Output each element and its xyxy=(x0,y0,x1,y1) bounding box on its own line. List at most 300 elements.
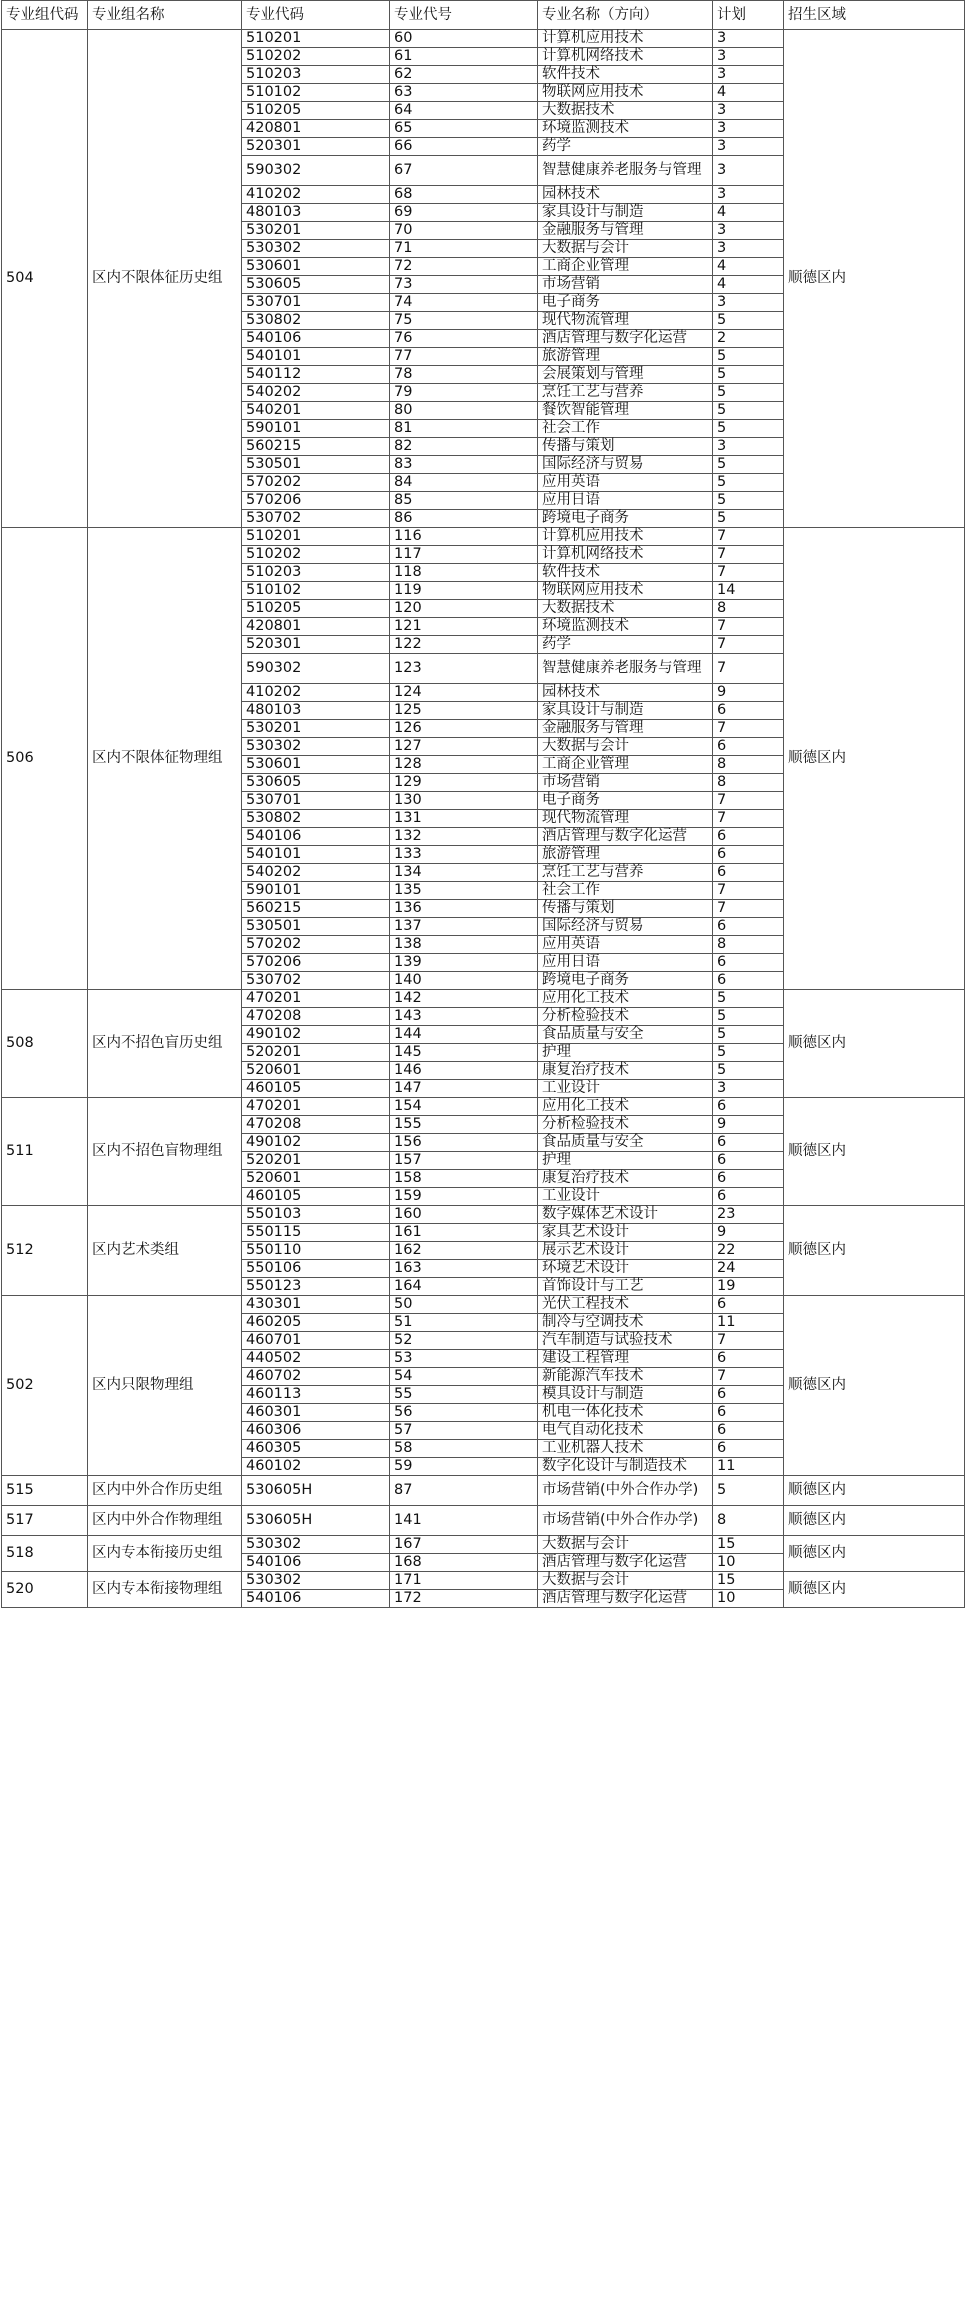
major-number-cell: 118 xyxy=(390,564,538,582)
plan-cell: 8 xyxy=(713,1506,784,1536)
major-code-cell: 510202 xyxy=(242,546,390,564)
major-number-cell: 78 xyxy=(390,366,538,384)
major-name-cell: 跨境电子商务 xyxy=(538,510,713,528)
major-number-cell: 144 xyxy=(390,1026,538,1044)
plan-cell: 3 xyxy=(713,138,784,156)
plan-cell: 7 xyxy=(713,546,784,564)
major-code-cell: 440502 xyxy=(242,1350,390,1368)
major-number-cell: 128 xyxy=(390,756,538,774)
major-code-cell: 510203 xyxy=(242,66,390,84)
major-code-cell: 530605 xyxy=(242,276,390,294)
major-name-cell: 跨境电子商务 xyxy=(538,972,713,990)
major-number-cell: 168 xyxy=(390,1554,538,1572)
plan-cell: 3 xyxy=(713,186,784,204)
plan-cell: 7 xyxy=(713,618,784,636)
header-major-code: 专业代码 xyxy=(242,1,390,30)
plan-cell: 5 xyxy=(713,420,784,438)
major-code-cell: 590101 xyxy=(242,882,390,900)
major-name-cell: 分析检验技术 xyxy=(538,1008,713,1026)
major-number-cell: 73 xyxy=(390,276,538,294)
major-number-cell: 134 xyxy=(390,864,538,882)
major-name-cell: 园林技术 xyxy=(538,684,713,702)
major-name-cell: 电气自动化技术 xyxy=(538,1422,713,1440)
major-code-cell: 410202 xyxy=(242,186,390,204)
major-code-cell: 510201 xyxy=(242,528,390,546)
major-number-cell: 157 xyxy=(390,1152,538,1170)
plan-cell: 4 xyxy=(713,84,784,102)
major-code-cell: 550103 xyxy=(242,1206,390,1224)
major-name-cell: 市场营销 xyxy=(538,774,713,792)
major-code-cell: 540106 xyxy=(242,828,390,846)
plan-cell: 5 xyxy=(713,1062,784,1080)
major-code-cell: 530702 xyxy=(242,972,390,990)
plan-cell: 6 xyxy=(713,1170,784,1188)
major-name-cell: 市场营销(中外合作办学) xyxy=(538,1506,713,1536)
major-code-cell: 540112 xyxy=(242,366,390,384)
plan-cell: 19 xyxy=(713,1278,784,1296)
major-code-cell: 560215 xyxy=(242,900,390,918)
major-code-cell: 540106 xyxy=(242,1554,390,1572)
major-name-cell: 烹饪工艺与营养 xyxy=(538,864,713,882)
major-code-cell: 530501 xyxy=(242,918,390,936)
plan-cell: 3 xyxy=(713,48,784,66)
table-row xyxy=(2,1296,965,1314)
major-code-cell: 510202 xyxy=(242,48,390,66)
major-code-cell: 590302 xyxy=(242,654,390,684)
major-code-cell: 470201 xyxy=(242,1098,390,1116)
plan-cell: 23 xyxy=(713,1206,784,1224)
major-code-cell: 530802 xyxy=(242,810,390,828)
major-code-cell: 520201 xyxy=(242,1044,390,1062)
major-number-cell: 55 xyxy=(390,1386,538,1404)
major-name-cell: 软件技术 xyxy=(538,564,713,582)
major-name-cell: 计算机网络技术 xyxy=(538,546,713,564)
major-name-cell: 市场营销(中外合作办学) xyxy=(538,1476,713,1506)
plan-cell: 4 xyxy=(713,276,784,294)
major-number-cell: 132 xyxy=(390,828,538,846)
major-code-cell: 460702 xyxy=(242,1368,390,1386)
major-name-cell: 应用英语 xyxy=(538,474,713,492)
major-code-cell: 530302 xyxy=(242,1536,390,1554)
major-code-cell: 490102 xyxy=(242,1134,390,1152)
major-code-cell: 510102 xyxy=(242,582,390,600)
major-name-cell: 市场营销 xyxy=(538,276,713,294)
major-number-cell: 87 xyxy=(390,1476,538,1506)
major-name-cell: 餐饮智能管理 xyxy=(538,402,713,420)
major-name-cell: 金融服务与管理 xyxy=(538,222,713,240)
major-code-cell: 460306 xyxy=(242,1422,390,1440)
plan-cell: 14 xyxy=(713,582,784,600)
major-number-cell: 143 xyxy=(390,1008,538,1026)
plan-cell: 6 xyxy=(713,954,784,972)
plan-cell: 7 xyxy=(713,720,784,738)
plan-cell: 3 xyxy=(713,438,784,456)
major-code-cell: 570206 xyxy=(242,954,390,972)
major-number-cell: 54 xyxy=(390,1368,538,1386)
major-code-cell: 550123 xyxy=(242,1278,390,1296)
major-name-cell: 酒店管理与数字化运营 xyxy=(538,1590,713,1608)
major-number-cell: 61 xyxy=(390,48,538,66)
header-major-name: 专业名称（方向） xyxy=(538,1,713,30)
plan-cell: 3 xyxy=(713,30,784,48)
group-name-cell: 区内中外合作物理组 xyxy=(88,1506,242,1536)
major-code-cell: 540201 xyxy=(242,402,390,420)
plan-cell: 24 xyxy=(713,1260,784,1278)
plan-cell: 6 xyxy=(713,828,784,846)
major-number-cell: 84 xyxy=(390,474,538,492)
major-name-cell: 工业设计 xyxy=(538,1188,713,1206)
plan-cell: 6 xyxy=(713,1404,784,1422)
major-number-cell: 164 xyxy=(390,1278,538,1296)
plan-cell: 5 xyxy=(713,384,784,402)
major-code-cell: 530501 xyxy=(242,456,390,474)
region-cell: 顺德区内 xyxy=(784,1536,965,1572)
major-number-cell: 126 xyxy=(390,720,538,738)
major-name-cell: 展示艺术设计 xyxy=(538,1242,713,1260)
major-name-cell: 应用日语 xyxy=(538,954,713,972)
major-number-cell: 142 xyxy=(390,990,538,1008)
major-name-cell: 大数据技术 xyxy=(538,102,713,120)
plan-cell: 3 xyxy=(713,240,784,258)
major-number-cell: 146 xyxy=(390,1062,538,1080)
major-code-cell: 460113 xyxy=(242,1386,390,1404)
region-cell: 顺德区内 xyxy=(784,990,965,1098)
major-number-cell: 156 xyxy=(390,1134,538,1152)
major-number-cell: 121 xyxy=(390,618,538,636)
plan-cell: 3 xyxy=(713,156,784,186)
major-name-cell: 应用化工技术 xyxy=(538,990,713,1008)
plan-cell: 6 xyxy=(713,1440,784,1458)
major-code-cell: 530701 xyxy=(242,792,390,810)
major-name-cell: 环境艺术设计 xyxy=(538,1260,713,1278)
major-code-cell: 530302 xyxy=(242,1572,390,1590)
plan-cell: 2 xyxy=(713,330,784,348)
header-plan: 计划 xyxy=(713,1,784,30)
major-number-cell: 119 xyxy=(390,582,538,600)
major-code-cell: 510205 xyxy=(242,102,390,120)
plan-cell: 7 xyxy=(713,1332,784,1350)
major-code-cell: 570202 xyxy=(242,936,390,954)
major-code-cell: 530605 xyxy=(242,774,390,792)
header-region: 招生区域 xyxy=(784,1,965,30)
plan-cell: 6 xyxy=(713,1296,784,1314)
major-number-cell: 58 xyxy=(390,1440,538,1458)
major-code-cell: 420801 xyxy=(242,120,390,138)
major-number-cell: 145 xyxy=(390,1044,538,1062)
major-name-cell: 旅游管理 xyxy=(538,348,713,366)
major-number-cell: 123 xyxy=(390,654,538,684)
plan-cell: 5 xyxy=(713,1026,784,1044)
plan-cell: 5 xyxy=(713,312,784,330)
major-number-cell: 154 xyxy=(390,1098,538,1116)
header-group-code: 专业组代码 xyxy=(2,1,88,30)
table-row xyxy=(2,1206,965,1224)
major-code-cell: 540101 xyxy=(242,348,390,366)
major-name-cell: 酒店管理与数字化运营 xyxy=(538,828,713,846)
plan-cell: 6 xyxy=(713,1152,784,1170)
major-name-cell: 应用日语 xyxy=(538,492,713,510)
major-number-cell: 129 xyxy=(390,774,538,792)
major-code-cell: 590101 xyxy=(242,420,390,438)
major-name-cell: 传播与策划 xyxy=(538,900,713,918)
major-code-cell: 470208 xyxy=(242,1008,390,1026)
major-number-cell: 64 xyxy=(390,102,538,120)
table-row xyxy=(2,1506,965,1536)
major-code-cell: 520301 xyxy=(242,138,390,156)
major-number-cell: 125 xyxy=(390,702,538,720)
major-name-cell: 分析检验技术 xyxy=(538,1116,713,1134)
major-name-cell: 电子商务 xyxy=(538,792,713,810)
major-name-cell: 首饰设计与工艺 xyxy=(538,1278,713,1296)
major-number-cell: 162 xyxy=(390,1242,538,1260)
major-name-cell: 大数据与会计 xyxy=(538,738,713,756)
major-name-cell: 药学 xyxy=(538,138,713,156)
major-number-cell: 147 xyxy=(390,1080,538,1098)
major-code-cell: 550106 xyxy=(242,1260,390,1278)
major-number-cell: 57 xyxy=(390,1422,538,1440)
enrollment-plan-table xyxy=(1,0,965,1608)
major-number-cell: 56 xyxy=(390,1404,538,1422)
major-number-cell: 72 xyxy=(390,258,538,276)
major-name-cell: 护理 xyxy=(538,1044,713,1062)
major-name-cell: 物联网应用技术 xyxy=(538,582,713,600)
major-code-cell: 530605H xyxy=(242,1476,390,1506)
major-name-cell: 计算机应用技术 xyxy=(538,528,713,546)
group-code-cell: 511 xyxy=(2,1098,88,1206)
table-row xyxy=(2,30,965,48)
plan-cell: 3 xyxy=(713,294,784,312)
group-code-cell: 508 xyxy=(2,990,88,1098)
plan-cell: 3 xyxy=(713,222,784,240)
major-number-cell: 135 xyxy=(390,882,538,900)
major-number-cell: 167 xyxy=(390,1536,538,1554)
plan-cell: 7 xyxy=(713,792,784,810)
major-name-cell: 光伏工程技术 xyxy=(538,1296,713,1314)
major-number-cell: 116 xyxy=(390,528,538,546)
plan-cell: 7 xyxy=(713,654,784,684)
major-code-cell: 510102 xyxy=(242,84,390,102)
major-number-cell: 117 xyxy=(390,546,538,564)
major-number-cell: 133 xyxy=(390,846,538,864)
major-code-cell: 520301 xyxy=(242,636,390,654)
header-row xyxy=(2,1,965,30)
major-number-cell: 86 xyxy=(390,510,538,528)
major-name-cell: 数字化设计与制造技术 xyxy=(538,1458,713,1476)
plan-cell: 11 xyxy=(713,1314,784,1332)
major-number-cell: 171 xyxy=(390,1572,538,1590)
plan-cell: 9 xyxy=(713,1116,784,1134)
major-name-cell: 电子商务 xyxy=(538,294,713,312)
major-code-cell: 510203 xyxy=(242,564,390,582)
major-code-cell: 480103 xyxy=(242,702,390,720)
group-code-cell: 506 xyxy=(2,528,88,990)
major-number-cell: 82 xyxy=(390,438,538,456)
major-code-cell: 480103 xyxy=(242,204,390,222)
major-name-cell: 机电一体化技术 xyxy=(538,1404,713,1422)
major-number-cell: 124 xyxy=(390,684,538,702)
major-number-cell: 66 xyxy=(390,138,538,156)
major-name-cell: 工业设计 xyxy=(538,1080,713,1098)
plan-cell: 3 xyxy=(713,120,784,138)
plan-cell: 6 xyxy=(713,972,784,990)
major-code-cell: 530201 xyxy=(242,720,390,738)
major-code-cell: 520601 xyxy=(242,1062,390,1080)
region-cell: 顺德区内 xyxy=(784,1098,965,1206)
header-group-name: 专业组名称 xyxy=(88,1,242,30)
major-name-cell: 环境监测技术 xyxy=(538,120,713,138)
major-name-cell: 园林技术 xyxy=(538,186,713,204)
major-name-cell: 物联网应用技术 xyxy=(538,84,713,102)
major-code-cell: 530201 xyxy=(242,222,390,240)
region-cell: 顺德区内 xyxy=(784,30,965,528)
major-code-cell: 550115 xyxy=(242,1224,390,1242)
major-name-cell: 智慧健康养老服务与管理 xyxy=(538,654,713,684)
major-number-cell: 139 xyxy=(390,954,538,972)
major-code-cell: 560215 xyxy=(242,438,390,456)
major-name-cell: 传播与策划 xyxy=(538,438,713,456)
major-number-cell: 53 xyxy=(390,1350,538,1368)
major-name-cell: 现代物流管理 xyxy=(538,312,713,330)
plan-cell: 7 xyxy=(713,528,784,546)
major-number-cell: 77 xyxy=(390,348,538,366)
major-name-cell: 大数据与会计 xyxy=(538,1572,713,1590)
major-name-cell: 数字媒体艺术设计 xyxy=(538,1206,713,1224)
major-name-cell: 软件技术 xyxy=(538,66,713,84)
plan-cell: 6 xyxy=(713,1386,784,1404)
major-code-cell: 530601 xyxy=(242,258,390,276)
plan-cell: 6 xyxy=(713,738,784,756)
major-number-cell: 63 xyxy=(390,84,538,102)
major-number-cell: 127 xyxy=(390,738,538,756)
plan-cell: 7 xyxy=(713,564,784,582)
major-number-cell: 59 xyxy=(390,1458,538,1476)
major-code-cell: 490102 xyxy=(242,1026,390,1044)
major-code-cell: 460301 xyxy=(242,1404,390,1422)
major-code-cell: 420801 xyxy=(242,618,390,636)
major-code-cell: 540106 xyxy=(242,1590,390,1608)
group-name-cell: 区内不招色盲历史组 xyxy=(88,990,242,1098)
major-name-cell: 酒店管理与数字化运营 xyxy=(538,1554,713,1572)
major-number-cell: 85 xyxy=(390,492,538,510)
major-name-cell: 家具艺术设计 xyxy=(538,1224,713,1242)
plan-cell: 22 xyxy=(713,1242,784,1260)
plan-cell: 5 xyxy=(713,348,784,366)
table-row xyxy=(2,1476,965,1506)
major-name-cell: 大数据技术 xyxy=(538,600,713,618)
major-number-cell: 71 xyxy=(390,240,538,258)
major-number-cell: 62 xyxy=(390,66,538,84)
major-name-cell: 康复治疗技术 xyxy=(538,1170,713,1188)
major-name-cell: 制冷与空调技术 xyxy=(538,1314,713,1332)
major-name-cell: 家具设计与制造 xyxy=(538,702,713,720)
major-code-cell: 540101 xyxy=(242,846,390,864)
group-name-cell: 区内不限体征物理组 xyxy=(88,528,242,990)
major-name-cell: 环境监测技术 xyxy=(538,618,713,636)
major-number-cell: 67 xyxy=(390,156,538,186)
plan-cell: 7 xyxy=(713,636,784,654)
header-major-number: 专业代号 xyxy=(390,1,538,30)
group-name-cell: 区内不限体征历史组 xyxy=(88,30,242,528)
plan-cell: 5 xyxy=(713,366,784,384)
region-cell: 顺德区内 xyxy=(784,1476,965,1506)
plan-cell: 6 xyxy=(713,846,784,864)
major-name-cell: 大数据与会计 xyxy=(538,240,713,258)
plan-cell: 5 xyxy=(713,402,784,420)
plan-cell: 3 xyxy=(713,66,784,84)
plan-cell: 4 xyxy=(713,258,784,276)
major-name-cell: 新能源汽车技术 xyxy=(538,1368,713,1386)
region-cell: 顺德区内 xyxy=(784,1296,965,1476)
major-name-cell: 烹饪工艺与营养 xyxy=(538,384,713,402)
group-code-cell: 518 xyxy=(2,1536,88,1572)
group-name-cell: 区内中外合作历史组 xyxy=(88,1476,242,1506)
major-name-cell: 智慧健康养老服务与管理 xyxy=(538,156,713,186)
plan-cell: 6 xyxy=(713,918,784,936)
major-number-cell: 52 xyxy=(390,1332,538,1350)
plan-cell: 11 xyxy=(713,1458,784,1476)
plan-cell: 3 xyxy=(713,1080,784,1098)
major-code-cell: 530302 xyxy=(242,738,390,756)
major-number-cell: 76 xyxy=(390,330,538,348)
plan-cell: 8 xyxy=(713,600,784,618)
major-number-cell: 141 xyxy=(390,1506,538,1536)
major-name-cell: 建设工程管理 xyxy=(538,1350,713,1368)
plan-cell: 5 xyxy=(713,474,784,492)
major-number-cell: 161 xyxy=(390,1224,538,1242)
region-cell: 顺德区内 xyxy=(784,1206,965,1296)
major-code-cell: 530802 xyxy=(242,312,390,330)
group-code-cell: 512 xyxy=(2,1206,88,1296)
region-cell: 顺德区内 xyxy=(784,1506,965,1536)
group-code-cell: 520 xyxy=(2,1572,88,1608)
plan-cell: 9 xyxy=(713,1224,784,1242)
major-name-cell: 计算机网络技术 xyxy=(538,48,713,66)
group-name-cell: 区内只限物理组 xyxy=(88,1296,242,1476)
major-name-cell: 工商企业管理 xyxy=(538,756,713,774)
region-cell: 顺德区内 xyxy=(784,1572,965,1608)
major-code-cell: 590302 xyxy=(242,156,390,186)
major-code-cell: 570206 xyxy=(242,492,390,510)
major-code-cell: 530302 xyxy=(242,240,390,258)
table-body xyxy=(2,30,965,1608)
major-code-cell: 460305 xyxy=(242,1440,390,1458)
major-number-cell: 83 xyxy=(390,456,538,474)
major-name-cell: 社会工作 xyxy=(538,420,713,438)
major-name-cell: 会展策划与管理 xyxy=(538,366,713,384)
major-code-cell: 520201 xyxy=(242,1152,390,1170)
major-code-cell: 530702 xyxy=(242,510,390,528)
group-code-cell: 502 xyxy=(2,1296,88,1476)
plan-cell: 7 xyxy=(713,882,784,900)
major-code-cell: 470201 xyxy=(242,990,390,1008)
major-code-cell: 540106 xyxy=(242,330,390,348)
major-code-cell: 520601 xyxy=(242,1170,390,1188)
major-name-cell: 国际经济与贸易 xyxy=(538,456,713,474)
major-number-cell: 130 xyxy=(390,792,538,810)
plan-cell: 7 xyxy=(713,900,784,918)
major-number-cell: 137 xyxy=(390,918,538,936)
group-name-cell: 区内专本衔接历史组 xyxy=(88,1536,242,1572)
major-code-cell: 460105 xyxy=(242,1188,390,1206)
major-name-cell: 国际经济与贸易 xyxy=(538,918,713,936)
major-number-cell: 70 xyxy=(390,222,538,240)
plan-cell: 6 xyxy=(713,1134,784,1152)
plan-cell: 3 xyxy=(713,102,784,120)
major-code-cell: 540202 xyxy=(242,864,390,882)
major-number-cell: 75 xyxy=(390,312,538,330)
plan-cell: 15 xyxy=(713,1536,784,1554)
major-name-cell: 计算机应用技术 xyxy=(538,30,713,48)
